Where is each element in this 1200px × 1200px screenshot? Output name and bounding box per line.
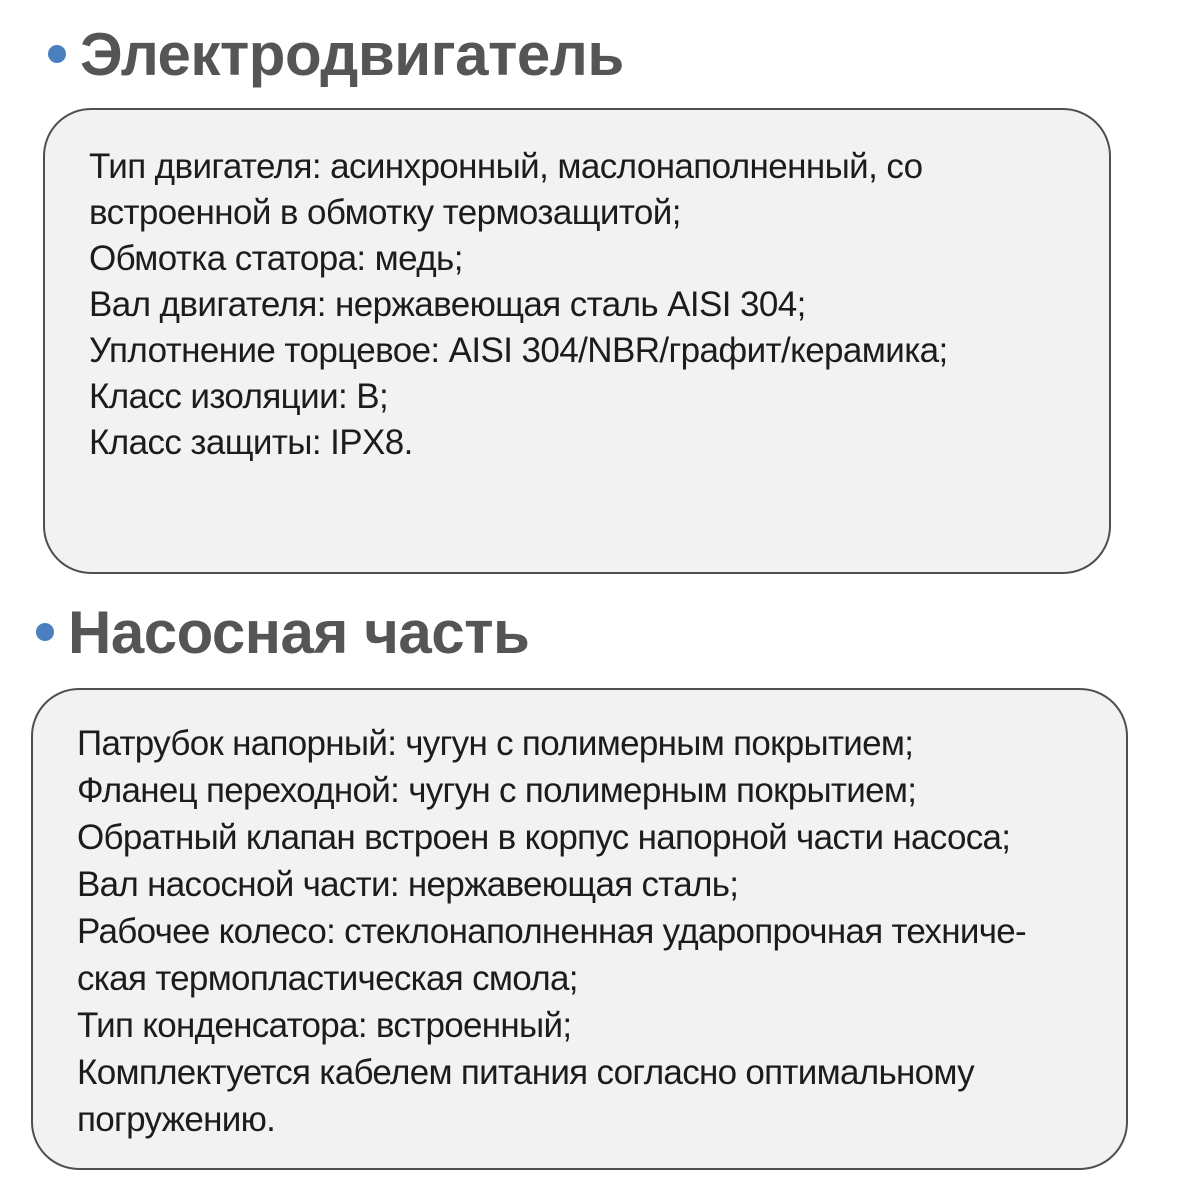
pump-specs-box <box>31 688 1128 1170</box>
spec-line: Класс защиты: IPX8. <box>89 423 413 462</box>
bullet-icon <box>48 45 66 63</box>
spec-line: Фланец переходной: чугун с полимерным покрытием; <box>77 771 917 810</box>
spec-line: встроенной в обмотку термозащитой; <box>89 193 681 232</box>
spec-line: ская термопластическая смола; <box>77 959 578 998</box>
spec-line: Комплектуется кабелем питания согласно оптимальному <box>77 1053 974 1092</box>
section-title: Электродвигатель <box>80 20 624 88</box>
spec-line: Тип конденсатора: встроенный; <box>77 1006 572 1045</box>
spec-line: Рабочее колесо: стеклонаполненная ударопрочная техниче- <box>77 912 1026 951</box>
spec-line: Класс изоляции: B; <box>89 377 389 416</box>
spec-line: Вал насосной части: нержавеющая сталь; <box>77 865 739 904</box>
spec-line: Уплотнение торцевое: AISI 304/NBR/графит/керамика; <box>89 331 948 370</box>
bullet-icon <box>36 623 54 641</box>
spec-line: Обратный клапан встроен в корпус напорной части насоса; <box>77 818 1011 857</box>
spec-line: Патрубок напорный: чугун с полимерным покрытием; <box>77 724 914 763</box>
spec-line: Тип двигателя: асинхронный, маслонаполненный, со <box>89 147 923 186</box>
spec-line: Вал двигателя: нержавеющая сталь AISI 304; <box>89 285 806 324</box>
spec-line: погружению. <box>77 1100 276 1139</box>
section-heading-motor <box>48 18 624 90</box>
motor-specs-box <box>43 108 1111 574</box>
section-heading-pump <box>36 596 529 668</box>
section-title: Насосная часть <box>68 598 530 666</box>
spec-line: Обмотка статора: медь; <box>89 239 463 278</box>
